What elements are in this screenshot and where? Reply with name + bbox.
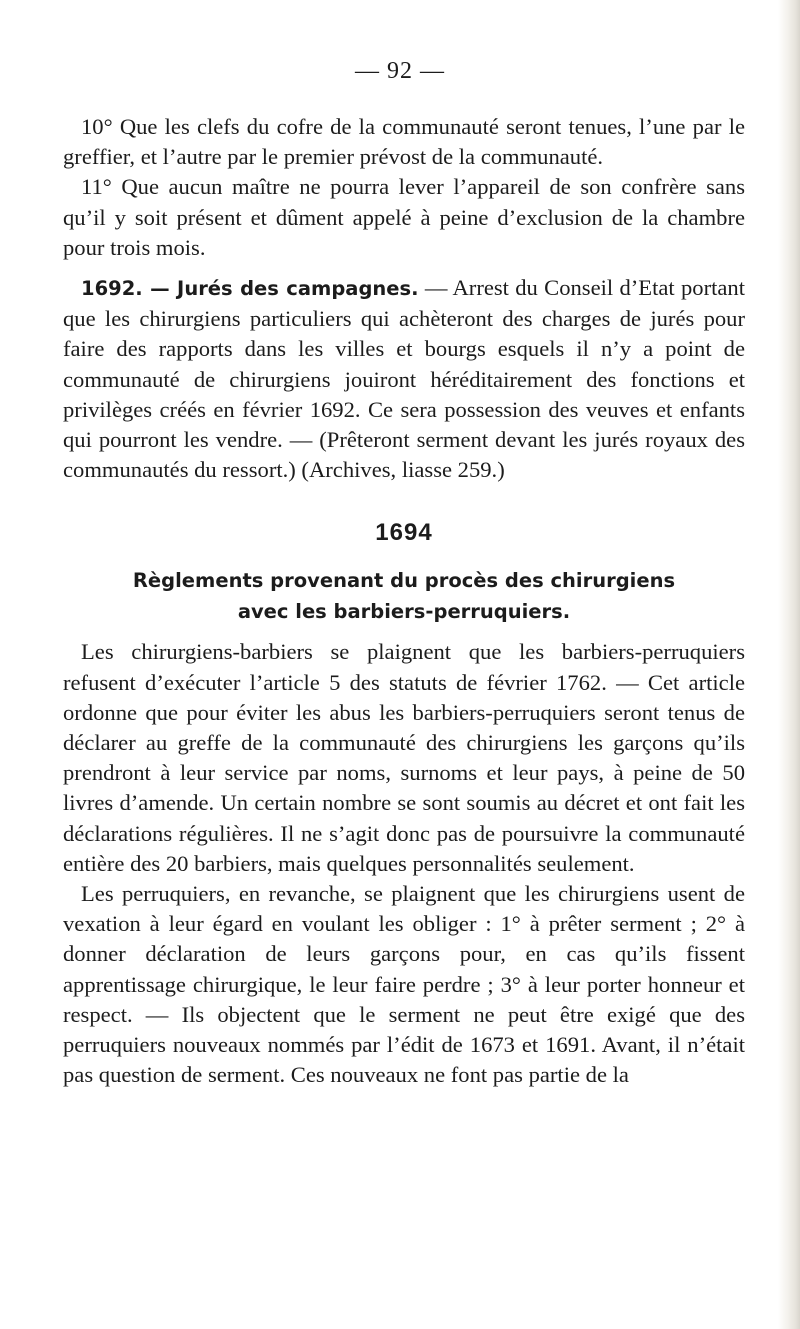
section-title bbox=[63, 565, 745, 627]
page-number: — 92 — bbox=[355, 58, 445, 84]
entry-1692-paragraph bbox=[63, 273, 745, 485]
document-body bbox=[63, 112, 745, 1090]
section-title-line-2: avec les barbiers-perruquiers. bbox=[237, 600, 571, 624]
section-title-line-1: Règlements provenant du procès des chirurgiens bbox=[132, 569, 676, 593]
entry-1692-heading: 1692. — Jurés des campagnes. bbox=[81, 277, 419, 301]
section-year-heading: 1694 bbox=[375, 519, 433, 547]
article-10-paragraph: 10° Que les clefs du cofre de la communauté seront tenues, l’une par le greffier, et l’autre par le premier prévost de la communauté. bbox=[63, 114, 745, 170]
complaint-surgeons-paragraph: Les chirurgiens-barbiers se plaignent que les barbiers-perruquiers refusent d’exécuter l’article 5 des statuts de février 1762. — Cet article ordonne que pour éviter les abus les barbiers-perruquiers seront tenus de déclarer au greffe de la communauté des chirurgiens les garçons qu’ils prendront à leur service par noms, surnoms et leur pays, à peine de 50 livres d’amende. Un certain nombre se sont soumis au décret et ont fait les déclarations régulières. Il ne s’agit donc pas de poursuivre la communauté entière des 20 barbiers, mais quelques personnalités seulement. bbox=[63, 639, 745, 876]
complaint-wigmakers-paragraph: Les perruquiers, en revanche, se plaignent que les chirurgiens usent de vexation à leur égard en voulant les obliger : 1° à prêter serment ; 2° à donner déclaration de leurs garçons pour, en cas qu’ils fissent apprentissage chirurgique, le leur faire perdre ; 3° à leur porter honneur et respect. — Ils objectent que le serment ne peut être exigé que des perruquiers nouveaux nommés par l’édit de 1673 et 1691. Avant, il n’était pas question de serment. Ces nouveaux ne font pas partie de la bbox=[63, 881, 745, 1088]
page-edge-shadow bbox=[778, 0, 800, 1329]
article-11-paragraph: 11° Que aucun maître ne pourra lever l’appareil de son confrère sans qu’il y soit présent et dûment appelé à peine d’exclusion de la chambre pour trois mois. bbox=[63, 174, 745, 260]
entry-1692-text: — Arrest du Conseil d’Etat portant que les chirurgiens particuliers qui achèteront des charges de jurés pour faire des rapports dans les villes et bourgs esquels il n’y a point de communauté de chirurgiens jouiront héréditairement des fonctions et privilèges créés en février 1692. Ce sera possession des veuves et enfants qui pourront les vendre. — (Prêteront serment devant les jurés royaux des communautés du ressort.) (Archives, liasse 259.) bbox=[63, 275, 745, 483]
